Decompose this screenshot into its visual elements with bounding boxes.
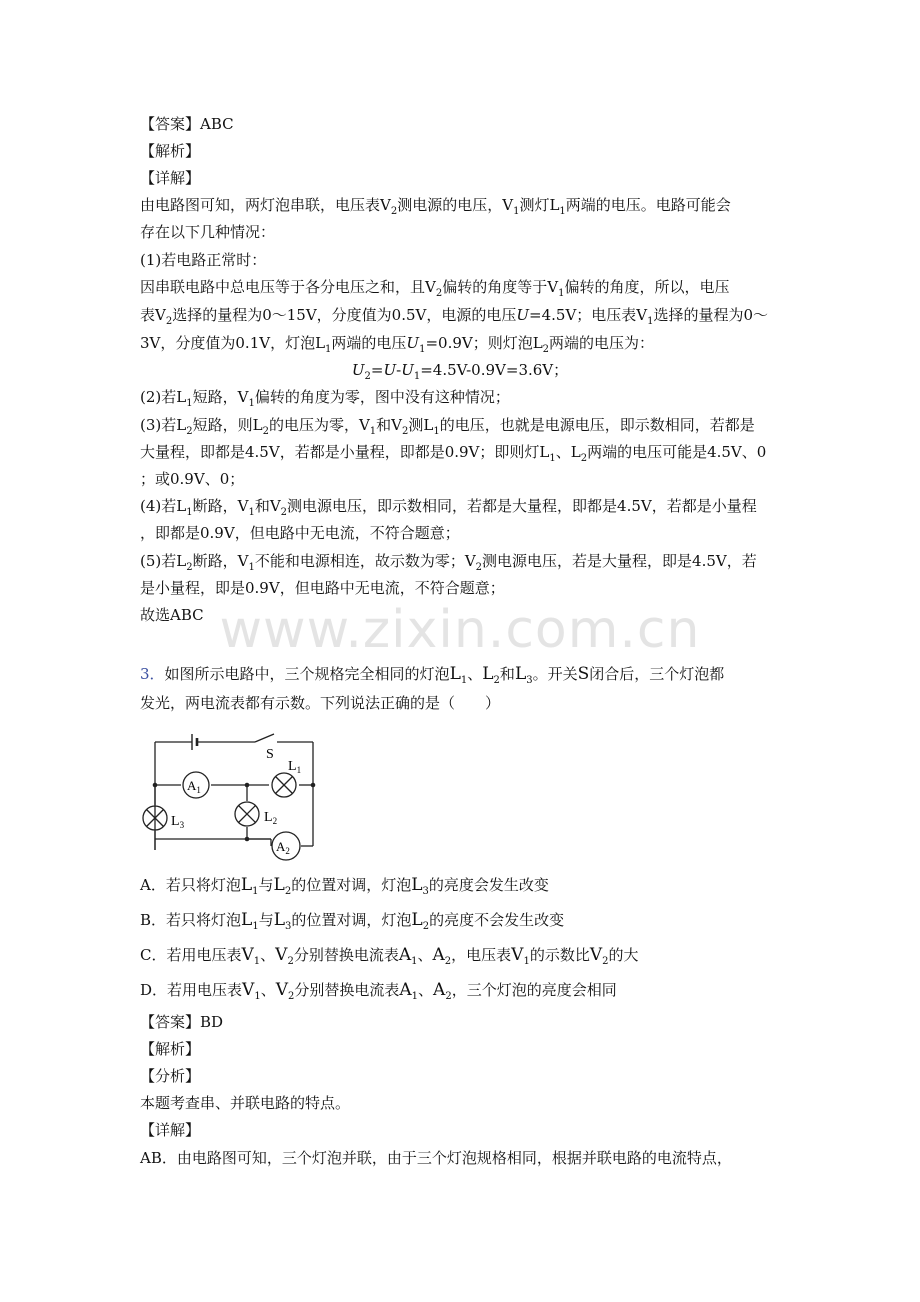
option-c[interactable]: C．若用电压表$V_1$、$V_2$分别替换电流表$A_1$、$A_2$，电压表$V_1$的示数比$V_2$的大 <box>140 945 639 967</box>
q2-line-11: ；或0.9V、0； <box>140 470 245 488</box>
q3-stem-line-2: 发光，两电流表都有示数。下列说法正确的是（ ） <box>140 694 501 712</box>
lamp-l1-label: $L_1$ <box>288 759 302 775</box>
q2-line-5: 表$V_2$选择的量程为0～15V，分度值为0.5V，电源的电压U=4.5V；电压表$V_1$选择的量程为0～ <box>140 306 769 327</box>
q2-analysis-heading: 【解析】 <box>140 142 201 160</box>
q2-line-1: 由电路图可知，两灯泡串联，电压表$V_2$测电源的电压，$V_1$测灯$L_1$两端的电压。电路可能会 <box>140 196 731 217</box>
q3-stem-line-1: 3．如图所示电路中，三个规格完全相同的灯泡$L_1$、$L_2$和$L_3$。开关S闭合后，三个灯泡都 <box>140 664 725 686</box>
watermark: www.zixin.com.cn <box>219 600 701 660</box>
q2-line-10: 大量程，即都是4.5V，若都是小量程，即都是0.9V；即则灯$L_1$、$L_2$两端的电压可能是4.5V、0 <box>140 443 767 464</box>
q3-answer: 【答案】BD <box>140 1013 224 1031</box>
q2-line-15: 是小量程，即是0.9V，但电路中无电流，不符合题意； <box>140 579 505 597</box>
ammeter-a2-label: $A_2$ <box>276 839 290 856</box>
lamp-l3-label: $L_3$ <box>171 814 185 830</box>
junction-dot <box>245 783 250 788</box>
q2-line-14: (5)若$L_2$断路，$V_1$不能和电源相连，故示数为零；$V_2$测电源电压，若是大量程，即是4.5V，若 <box>140 552 757 573</box>
switch-blade <box>255 734 274 742</box>
switch-label: S <box>266 747 274 762</box>
q2-formula: $U_2=U-U_1=4.5V-0.9V=3.6V$； <box>351 361 569 382</box>
q2-line-6: 3V，分度值为0.1V，灯泡$L_1$两端的电压$U_1=0.9V$；则灯泡$L_2$两端的电压为： <box>140 334 655 355</box>
junction-dot <box>245 837 250 842</box>
q2-line-3: (1)若电路正常时： <box>140 251 267 269</box>
q2-answer: 【答案】ABC <box>140 115 234 133</box>
option-d[interactable]: D．若用电压表$V_1$、$V_2$分别替换电流表$A_1$、$A_2$，三个灯泡的亮度会相同 <box>140 980 617 1002</box>
q2-conclusion: 故选ABC <box>140 606 204 624</box>
q2-line-2: 存在以下几种情况： <box>140 223 276 241</box>
q2-line-4: 因串联电路中总电压等于各分电压之和，且$V_2$偏转的角度等于$V_1$偏转的角度，所以，电压 <box>140 278 730 299</box>
circuit-diagram <box>140 730 320 862</box>
q3-fenxi-heading: 【分析】 <box>140 1067 201 1085</box>
q2-detail-heading: 【详解】 <box>140 169 201 187</box>
q2-line-8: (2)若$L_1$短路，$V_1$偏转的角度为零，图中没有这种情况； <box>140 388 510 409</box>
ammeter-a1-label: $A_1$ <box>187 778 201 795</box>
question-number: 3． <box>140 665 165 683</box>
q3-detail-heading: 【详解】 <box>140 1121 201 1139</box>
lamp-l2-label: $L_2$ <box>264 810 278 826</box>
option-a[interactable]: A．若只将灯泡$L_1$与$L_2$的位置对调，灯泡$L_3$的亮度会发生改变 <box>140 875 549 897</box>
junction-dot <box>311 783 316 788</box>
q2-line-12: (4)若$L_1$断路，$V_1$和$V_2$测电源电压，即示数相同，若都是大量程，即都是4.5V，若都是小量程 <box>140 497 757 518</box>
q3-analysis-heading: 【解析】 <box>140 1040 201 1058</box>
junction-dot <box>153 783 158 788</box>
q2-line-9: (3)若$L_2$短路，则$L_2$的电压为零，$V_1$和$V_2$测$L_1$的电压，也就是电源电压，即示数相同，若都是 <box>140 416 755 437</box>
option-b[interactable]: B．若只将灯泡$L_1$与$L_3$的位置对调，灯泡$L_2$的亮度不会发生改变 <box>140 910 565 932</box>
q3-fenxi-text: 本题考查串、并联电路的特点。 <box>140 1094 351 1112</box>
q2-line-13: ，即都是0.9V，但电路中无电流，不符合题意； <box>140 524 460 542</box>
q3-detail-line-1: AB．由电路图可知，三个灯泡并联，由于三个灯泡规格相同，根据并联电路的电流特点， <box>140 1149 732 1167</box>
